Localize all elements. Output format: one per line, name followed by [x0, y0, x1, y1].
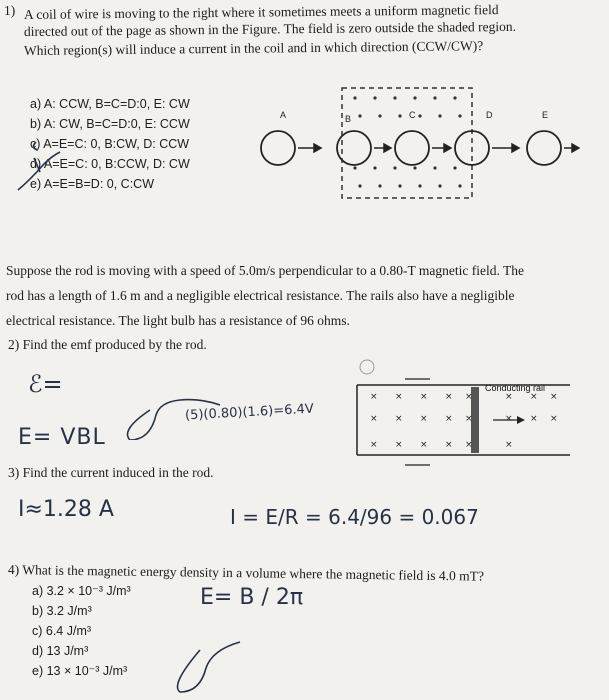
label-b: B	[345, 114, 352, 124]
field-x-mark: ×	[465, 392, 473, 402]
field-region-outline	[342, 88, 472, 198]
field-x-mark: ×	[420, 414, 428, 424]
q1-line-3: Which region(s) will induce a current in the coil and in which direction (CCW/CW)?	[23, 38, 484, 58]
motion-arrows	[298, 144, 579, 152]
rod-intro-line-2: rod has a length of 1.6 m and a negligible electrical resistance. The rails also have a negligible	[6, 288, 515, 303]
field-x-mark: ×	[445, 392, 453, 402]
field-x-mark: ×	[505, 440, 513, 450]
q4-option-b: b) 3.2 J/m³	[32, 604, 92, 618]
q1-line-1: A coil of wire is moving to the right where it sometimes meets a uniform magnetic field	[23, 2, 499, 22]
hand-emf-calc: (5)(0.80)(1.6)=6.4V	[184, 401, 315, 424]
hand-emf-symbol: ℰ=	[28, 370, 63, 398]
coil-field-figure	[250, 80, 580, 205]
field-x-mark: ×	[505, 392, 513, 402]
rail-circuit-figure	[345, 355, 570, 475]
hand-current-answer: I≈1.28 A	[18, 497, 114, 522]
field-x-mark: ×	[395, 440, 403, 450]
q3-text: 3) Find the current induced in the rod.	[8, 465, 214, 480]
field-x-mark: ×	[530, 414, 538, 424]
q1-option-a: a) A: CCW, B=C=D:0, E: CW	[30, 97, 190, 111]
q4-text: 4) What is the magnetic energy density in a volume where the magnetic field is 4.0 mT?	[7, 562, 485, 584]
q1-option-b: b) A: CW, B=C=D:0, E: CCW	[30, 117, 190, 131]
q1-option-c: c) A=E=C: 0, B:CW, D: CCW	[30, 137, 190, 151]
velocity-arrow	[517, 416, 525, 424]
field-x-mark: ×	[465, 440, 473, 450]
rail-label: Conducting rail	[485, 383, 546, 393]
q1-number: 1)	[4, 3, 16, 18]
hand-emf-formula: E= VBL	[18, 425, 106, 450]
field-x-mark: ×	[445, 414, 453, 424]
q1-line-2: directed out of the page as shown in the Figure. The field is zero outside the shaded region.	[23, 18, 517, 39]
q4-option-c: c) 6.4 J/m³	[32, 624, 92, 638]
q4-option-a: a) 3.2 × 10⁻³ J/m³	[32, 584, 131, 598]
label-a: A	[280, 110, 287, 120]
field-x-mark: ×	[395, 414, 403, 424]
label-c: C	[409, 110, 416, 120]
field-x-mark: ×	[420, 392, 428, 402]
q1-option-e: e) A=E=B=D: 0, C:CW	[30, 177, 155, 191]
rod-intro-line-1: Suppose the rod is moving with a speed of 5.0m/s perpendicular to a 0.80-T magnetic field. The	[6, 263, 525, 278]
q4-option-d: d) 13 J/m³	[32, 644, 89, 658]
field-x-mark: ×	[505, 414, 513, 424]
hand-squiggle-emf	[110, 380, 240, 440]
field-x-mark: ×	[530, 392, 538, 402]
rod-intro-line-3: electrical resistance. The light bulb has a resistance of 96 ohms.	[6, 313, 350, 328]
field-x-mark: ×	[445, 440, 453, 450]
region-labels	[280, 110, 548, 124]
q4-option-e: e) 13 × 10⁻³ J/m³	[32, 664, 128, 678]
field-x-mark: ×	[395, 392, 403, 402]
q2-text: 2) Find the emf produced by the rod.	[8, 337, 207, 352]
hand-squiggle-energy	[160, 630, 260, 700]
label-d: D	[486, 110, 493, 120]
field-x-mark: ×	[420, 440, 428, 450]
light-bulb-icon	[360, 360, 374, 374]
option-handwritten-marks	[0, 130, 120, 200]
field-x-mark: ×	[370, 392, 378, 402]
field-x-mark: ×	[465, 414, 473, 424]
hand-energy-formula: E= B / 2π	[200, 585, 304, 610]
field-x-mark: ×	[550, 392, 558, 402]
q1-option-d: d) A=E=C: 0, B:CCW, D: CW	[30, 157, 190, 171]
field-x-mark: ×	[370, 414, 378, 424]
label-e: E	[542, 110, 549, 120]
field-x-mark: ×	[550, 414, 558, 424]
field-marks	[370, 392, 558, 450]
hand-current-formula: I = E/R = 6.4/96 = 0.067	[230, 505, 479, 529]
field-x-mark: ×	[370, 440, 378, 450]
